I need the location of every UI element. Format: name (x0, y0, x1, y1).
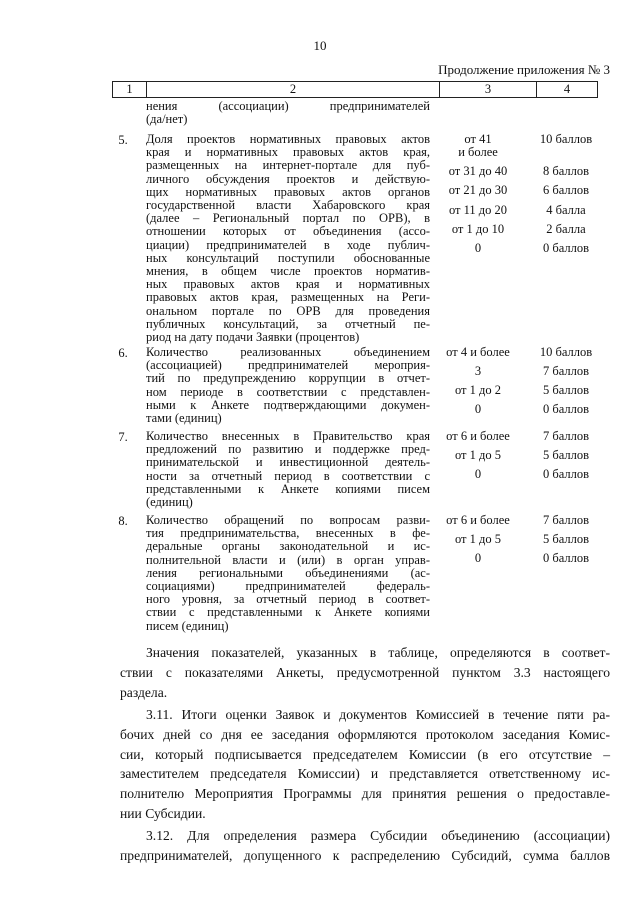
table-line: (единиц) (146, 495, 193, 510)
range-value: 3 (474, 364, 482, 378)
range-value: от 11 до 20 (448, 203, 508, 217)
score-value: 0 баллов (542, 551, 590, 565)
table-line: ных правовых актов края и нормативных (146, 277, 430, 292)
range-value: 0 (474, 551, 482, 565)
score-value: 0 баллов (542, 402, 590, 416)
score-value: 5 баллов (542, 383, 590, 397)
score-value: 6 баллов (542, 183, 590, 197)
table-line: принимательской и инвестиционной деятель- (146, 455, 430, 470)
row-description (146, 430, 430, 509)
table-line: нения (ассоциации) предпринимателей (146, 99, 430, 113)
row-description (146, 133, 430, 344)
range-value: 0 (474, 402, 482, 416)
table-line: публичных консультаций, за отчетный пе- (146, 316, 430, 331)
table-line: ональном портале по ОРВ для проведения (146, 303, 430, 318)
table-line: Количество внесенных в Правительство края (146, 429, 430, 443)
score-value: 0 баллов (542, 467, 590, 481)
row-number: 6. (118, 346, 128, 360)
table-line: ных консультаций поступили обоснованные (146, 250, 430, 265)
score-value: 4 балла (546, 203, 586, 217)
table-line: предложений по развитию и поддержке пред- (146, 442, 430, 457)
score-value: 5 баллов (542, 448, 590, 462)
table-line: ствии с представленными к Анкете копиями (146, 605, 430, 620)
range-value: от 1 до 5 (454, 532, 502, 546)
table-header (112, 81, 598, 98)
table-line: личного обсуждения проектов и действую- (146, 171, 430, 186)
table-line: (да/нет) (146, 112, 188, 127)
table-line: тий по предупреждению коррупции в отчет- (146, 371, 430, 386)
table-line: Доля проектов нормативных правовых актов (146, 132, 430, 146)
score-value: 7 баллов (542, 513, 590, 527)
score-value: 2 балла (546, 222, 586, 236)
table-line: риод на дату подачи Заявки (процентов) (146, 330, 360, 345)
table-line: ности за отчетный период в соответствии с (146, 468, 430, 483)
table-line: социациями) предпринимателей федераль- (146, 579, 430, 594)
table-line: Количество реализованных объединением (146, 345, 430, 359)
score-value: 0 баллов (542, 241, 590, 255)
table-line: полнительной власти и (или) в орган управ- (146, 552, 430, 567)
row-description (146, 346, 430, 425)
range-value: от 1 до 2 (454, 383, 502, 397)
row-description (146, 514, 430, 633)
table-line: тами (единиц) (146, 411, 222, 426)
col-header-2: 2 (289, 82, 297, 96)
score-value: 8 баллов (542, 164, 590, 178)
score-value: 7 баллов (542, 364, 590, 378)
range-value: и более (458, 145, 498, 159)
range-value: от 41 (464, 132, 492, 146)
score-value: 5 баллов (542, 532, 590, 546)
row-number: 5. (118, 133, 128, 147)
paragraph-line: сии, который подписывается председателем Комиссии (в его отсутствие – (120, 746, 610, 762)
table-line: мнения, в общем числе проектов норматив- (146, 264, 430, 279)
paragraph-3-11 (120, 705, 610, 824)
paragraph-line: 3.12. Для определения размера Субсидии объединению (ассоциации) (146, 828, 610, 843)
paragraph-line: заместителем председателя Комиссии) и представляется ответственному ис- (120, 766, 610, 782)
values-note-paragraph (120, 643, 610, 702)
table-line: правовых актов края, размещенных на Реги- (146, 290, 430, 305)
table-line: писем (единиц) (146, 618, 229, 633)
paragraph-line: 3.11. Итоги оценки Заявок и документов Комиссией в течение пяти ра- (146, 707, 610, 722)
paragraph-line: бочих дней со дня ее заседания оформляются протоколом заседания Комис- (120, 726, 610, 742)
paragraph-line: ствии с показателями Анкеты, предусмотренной пунктом 3.3 настоящего (120, 664, 610, 680)
table-line: представленными к Анкете копиями писем (146, 481, 430, 496)
table-line: края и нормативных правовых актов края, (146, 145, 430, 160)
paragraph-line: раздела. (120, 684, 168, 700)
range-value: 0 (474, 467, 482, 481)
table-line: ном периоде в соответствии с представлен- (146, 384, 430, 399)
range-value: от 4 и более (446, 345, 510, 359)
table-line: циации) предпринимателей в ходе публич- (146, 237, 430, 252)
paragraph-line: предпринимателей, допущенного к распределению Субсидий, сумма баллов (120, 847, 610, 863)
paragraph-3-12 (120, 826, 610, 866)
range-value: от 1 до 10 (451, 222, 505, 236)
table-line: (далее – Региональный портал по ОРВ), в (146, 211, 430, 226)
table-line: ления региональными объединениями (ас- (146, 565, 430, 580)
table-line: щих нормативных правовых актов органов (146, 184, 430, 199)
range-value: 0 (474, 241, 482, 255)
row-number: 8. (118, 514, 128, 528)
continuation-label: Продолжение приложения № 3 (438, 62, 610, 77)
table-line: государственной власти Хабаровского края (146, 198, 430, 213)
col-header-3: 3 (484, 82, 492, 96)
range-value: от 1 до 5 (454, 448, 502, 462)
score-value: 7 баллов (542, 429, 590, 443)
table-line: ного уровня, за отчетный период в соответ- (146, 592, 430, 607)
table-line: размещенных на интернет-портале для пуб- (146, 158, 430, 173)
table-line: Количество обращений по вопросам разви- (146, 513, 430, 527)
table-line: отношении которых от объединения (ассо- (146, 224, 430, 239)
range-value: от 31 до 40 (448, 164, 508, 178)
score-value: 10 баллов (539, 132, 593, 146)
table-line: ными к Анкете подтверждающими докумен- (146, 397, 430, 412)
table-line: деральные органы законодательной и ис- (146, 539, 430, 554)
table-line: тия предпринимательства, внесенных в фе- (146, 526, 430, 541)
paragraph-line: Значения показателей, указанных в таблице, определяются в соответ- (146, 645, 610, 660)
range-value: от 6 и более (446, 513, 510, 527)
col-header-4: 4 (563, 82, 571, 96)
paragraph-line: полнителю Мероприятия Программы для принятия решения о предоставле- (120, 786, 610, 802)
range-value: от 21 до 30 (448, 183, 508, 197)
page-number: 10 (313, 38, 327, 53)
range-value: от 6 и более (446, 429, 510, 443)
row-number: 7. (118, 430, 128, 444)
table-line: (ассоциацией) предпринимателей мероприя- (146, 358, 430, 373)
paragraph-line: нии Субсидии. (120, 805, 206, 821)
col-header-1: 1 (126, 82, 133, 96)
score-value: 10 баллов (539, 345, 593, 359)
carry-over-text (146, 100, 430, 126)
